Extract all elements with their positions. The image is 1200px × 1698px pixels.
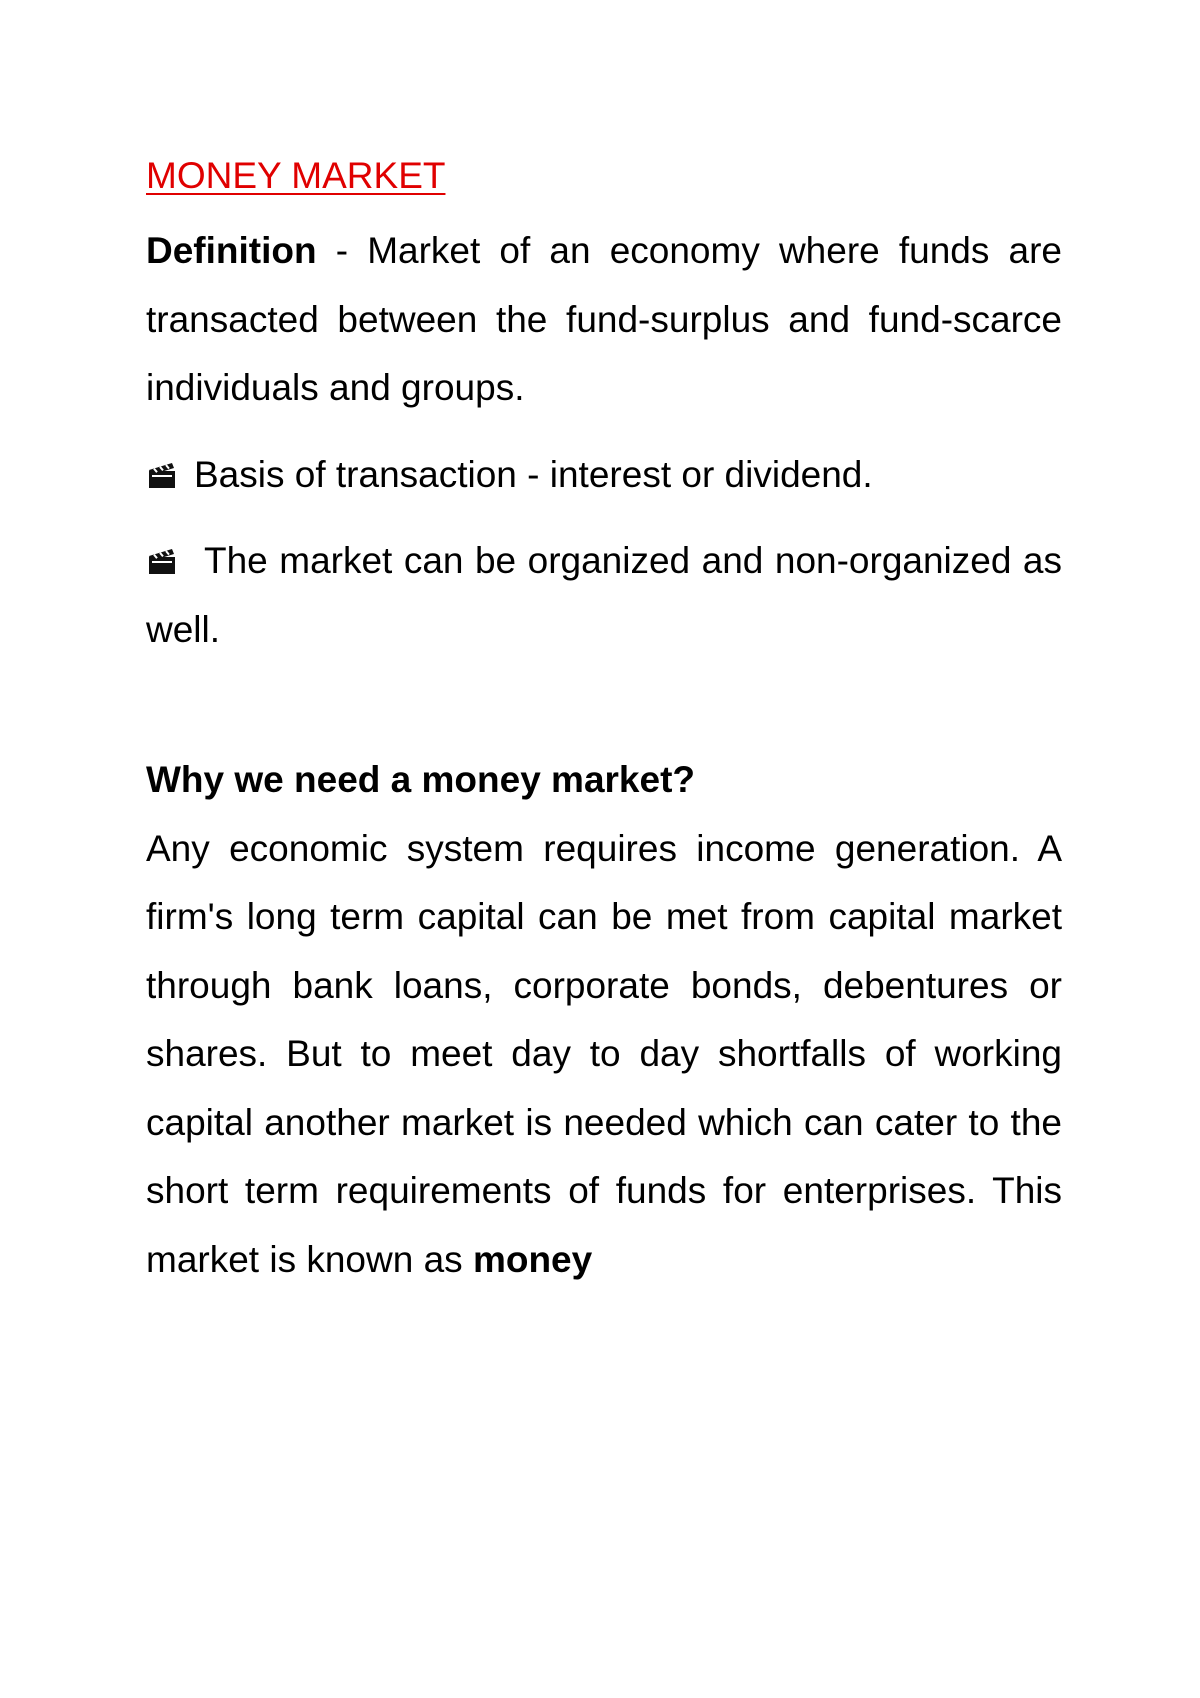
bullet-item-1 xyxy=(146,441,1062,510)
definition-text: - Market of an economy where funds are transacted between the fund-surplus and fund-scarce individuals and groups. xyxy=(146,230,1062,408)
document-content xyxy=(146,150,1062,1294)
section-body-bold-term: money xyxy=(472,1238,593,1280)
bullet-text-1: Basis of transaction - interest or dividend. xyxy=(194,453,873,495)
definition-paragraph xyxy=(146,217,1062,423)
clapperboard-icon xyxy=(146,460,178,490)
section-body xyxy=(146,815,1062,1295)
bullet-text-2: The market can be organized and non-organized as well. xyxy=(146,540,1062,650)
page-title: MONEY MARKET xyxy=(146,155,446,196)
definition-term: Definition xyxy=(146,230,317,271)
section-body-text: Any economic system requires income generation. A firm's long term capital can be met from capital market through bank loans, corporate bonds, debentures or shares. But to meet day to day shortfalls of working capital another market is needed which can cater to the short term requirements of funds for enterprises. This market is known as xyxy=(146,827,1062,1280)
section-heading: Why we need a money market? xyxy=(146,759,696,800)
clapperboard-icon xyxy=(146,546,178,576)
bullet-item-2 xyxy=(146,527,1062,664)
